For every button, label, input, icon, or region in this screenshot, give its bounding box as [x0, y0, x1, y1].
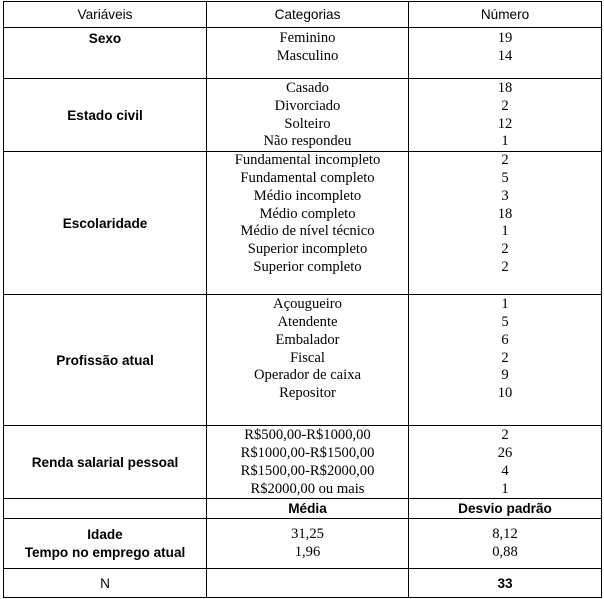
categories-sexo — [207, 28, 409, 79]
categories-profissao — [207, 295, 409, 426]
demographics-table — [3, 1, 602, 598]
header-numero: Número — [409, 2, 602, 28]
category-cell: Açougueiro — [273, 296, 342, 313]
category-cell: R$1000,00-R$1500,00 — [240, 444, 375, 461]
category-cell: Solteiro — [284, 115, 331, 132]
category-cell: Embalador — [275, 331, 340, 348]
value-cell: 19 — [497, 30, 513, 46]
stats-sd-value: 0,88 — [492, 543, 518, 560]
values-estado-civil — [409, 79, 602, 152]
categories-estado-civil — [207, 79, 409, 152]
stats-mean-header: Média — [207, 499, 409, 519]
group-sexo — [4, 28, 602, 79]
stats-sd-header: Desvio padrão — [409, 499, 602, 519]
category-cell: Divorciado — [274, 97, 341, 114]
stats-sd-value: 8,12 — [492, 526, 518, 543]
total-row — [4, 569, 602, 598]
stats-labels — [4, 519, 207, 569]
value-cell: 14 — [497, 47, 513, 64]
value-cell: 1 — [501, 480, 509, 497]
value-cell: 3 — [501, 187, 509, 204]
total-label: N — [4, 569, 207, 598]
category-cell: R$2000,00 ou mais — [250, 480, 365, 497]
stats-header-row — [4, 499, 602, 519]
value-cell: 2 — [501, 241, 509, 258]
value-cell: 12 — [497, 115, 513, 132]
variable-renda: Renda salarial pessoal — [4, 426, 207, 499]
value-cell: 2 — [501, 258, 509, 275]
value-cell: 9 — [501, 367, 509, 384]
category-cell: Atendente — [277, 313, 338, 330]
value-cell: 2 — [501, 349, 509, 366]
value-cell: 5 — [501, 313, 509, 330]
header-categorias: Categorias — [207, 2, 409, 28]
stats-header-empty — [4, 499, 207, 519]
category-cell: Masculino — [276, 47, 339, 64]
stats-mean-value: 31,25 — [291, 526, 324, 543]
categories-renda — [207, 426, 409, 499]
category-cell: Médio incompleto — [253, 187, 362, 204]
value-cell: 1 — [501, 223, 509, 240]
category-cell: Feminino — [279, 30, 336, 46]
category-cell: Fiscal — [290, 349, 325, 366]
category-cell: Casado — [286, 80, 329, 96]
stats-sds — [409, 519, 602, 569]
categories-escolaridade — [207, 152, 409, 295]
header-variaveis: Variáveis — [4, 2, 207, 28]
category-cell: Superior incompleto — [247, 241, 368, 258]
category-cell: Superior completo — [253, 258, 362, 275]
value-cell: 18 — [497, 205, 513, 222]
stats-means — [207, 519, 409, 569]
value-cell: 26 — [497, 444, 513, 461]
total-value: 33 — [409, 569, 602, 598]
value-cell: 2 — [501, 97, 509, 114]
value-cell: 6 — [501, 331, 509, 348]
value-cell: 1 — [501, 133, 509, 150]
value-cell: 4 — [501, 462, 509, 479]
group-estado-civil — [4, 79, 602, 152]
total-empty — [207, 569, 409, 598]
value-cell: 1 — [501, 296, 509, 313]
category-cell: Fundamental incompleto — [234, 152, 381, 169]
category-cell: Fundamental completo — [240, 169, 375, 186]
value-cell: 10 — [497, 385, 513, 402]
variable-estado-civil: Estado civil — [4, 79, 207, 152]
group-renda — [4, 426, 602, 499]
stats-label: Idade — [87, 527, 123, 543]
group-profissao — [4, 295, 602, 426]
value-cell: 2 — [501, 427, 509, 444]
variable-profissao: Profissão atual — [4, 295, 207, 426]
category-cell: Não respondeu — [263, 133, 352, 150]
values-profissao — [409, 295, 602, 426]
category-cell: Operador de caixa — [254, 367, 361, 384]
variable-escolaridade: Escolaridade — [4, 152, 207, 295]
category-cell: Médio completo — [259, 205, 356, 222]
header-row — [4, 2, 602, 28]
category-cell: Repositor — [279, 385, 336, 402]
category-cell: Médio de nível técnico — [240, 223, 375, 240]
values-escolaridade — [409, 152, 602, 295]
group-escolaridade — [4, 152, 602, 295]
stats-label: Tempo no emprego atual — [24, 544, 186, 560]
category-cell: R$1500,00-R$2000,00 — [240, 462, 375, 479]
variable-sexo: Sexo — [4, 28, 207, 79]
category-cell: R$500,00-R$1000,00 — [244, 427, 371, 444]
value-cell: 18 — [497, 80, 513, 96]
value-cell: 5 — [501, 169, 509, 186]
values-renda — [409, 426, 602, 499]
stats-values-row — [4, 519, 602, 569]
stats-mean-value: 1,96 — [294, 543, 321, 560]
value-cell: 2 — [501, 152, 509, 169]
values-sexo — [409, 28, 602, 79]
